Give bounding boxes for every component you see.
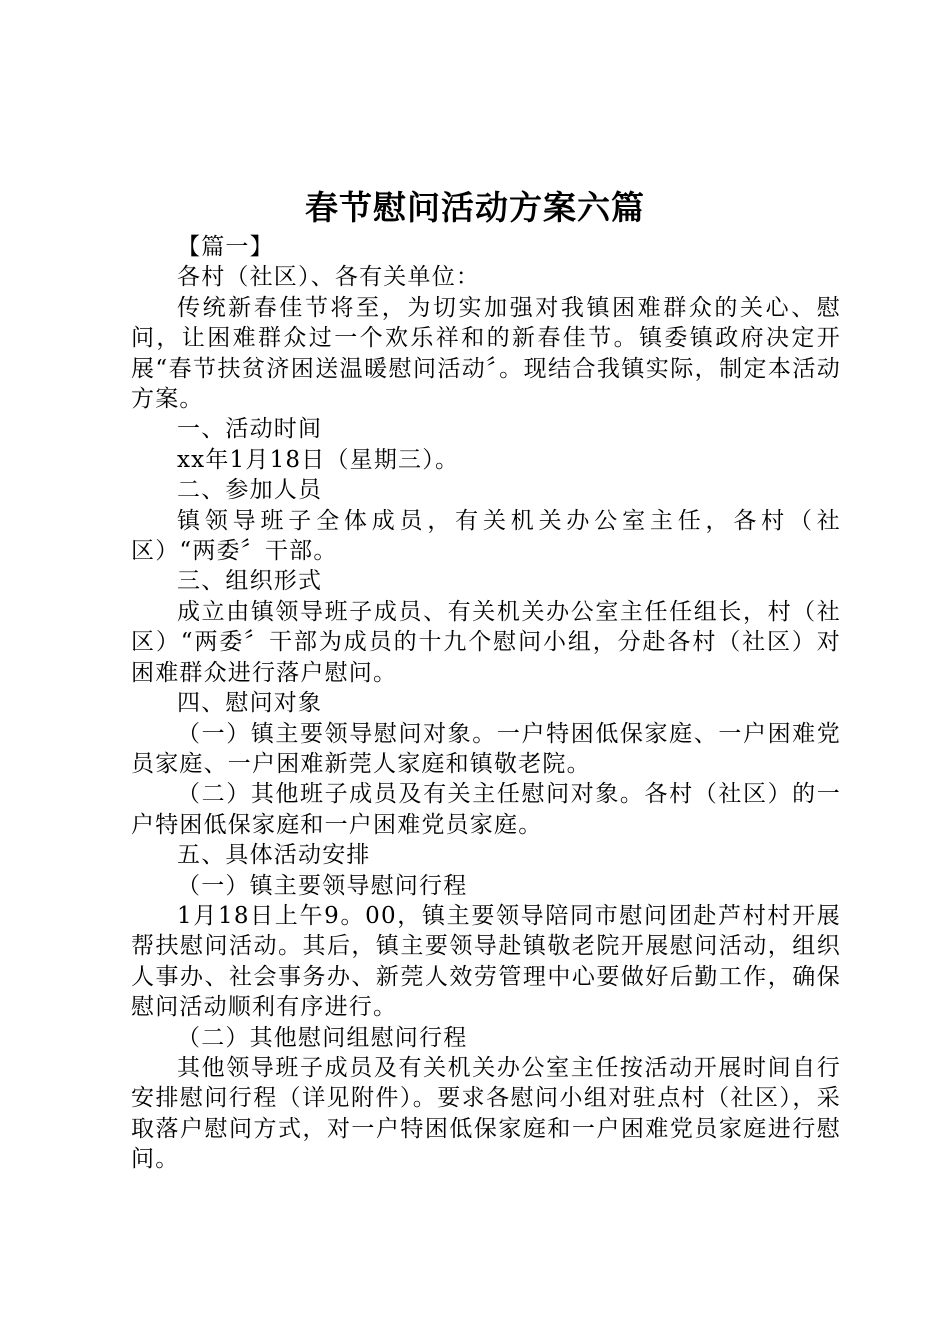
subheading-other-groups-itinerary: （二）其他慰问组慰问行程 [177, 1024, 468, 1051]
activity-time-text: xx年1月18日（星期三）。 [177, 446, 460, 473]
section-heading-part-one: 【篇一】 [177, 234, 274, 260]
heading-targets: 四、慰问对象 [177, 690, 323, 717]
organization-text: 成立由镇领导班子成员、有关机关办公室主任任组长，村（社区）“两委〞干部为成员的十九个慰问小组，分赴各村（社区）对困难群众进行落户慰问。 [131, 598, 841, 686]
targets-item-1: （一）镇主要领导慰问对象。一户特困低保家庭、一户困难党员家庭、一户困难新莞人家庭和镇敬老院。 [131, 720, 841, 777]
heading-arrangements: 五、具体活动安排 [177, 842, 371, 869]
subheading-main-leader-itinerary: （一）镇主要领导慰问行程 [177, 872, 468, 899]
heading-activity-time: 一、活动时间 [177, 416, 323, 443]
intro-paragraph: 传统新春佳节将至，为切实加强对我镇困难群众的关心、慰问，让困难群众过一个欢乐祥和的新春佳节。镇委镇政府决定开展“春节扶贫济困送温暖慰问活动〞。现结合我镇实际，制定本活动方案。 [131, 294, 841, 413]
document-title: 春节慰问活动方案六篇 [305, 188, 645, 227]
participants-text: 镇领导班子全体成员，有关机关办公室主任，各村（社区）“两委〞干部。 [131, 507, 841, 565]
document-body [131, 232, 841, 1175]
other-groups-itinerary-text: 其他领导班子成员及有关机关办公室主任按活动开展时间自行安排慰问行程（详见附件）。要求各慰问小组对驻点村（社区），采取落户慰问方式，对一户特困低保家庭和一户困难党员家庭进行慰问。 [131, 1054, 841, 1173]
heading-participants: 二、参加人员 [177, 477, 323, 504]
salutation: 各村（社区）、各有关单位： [177, 264, 481, 291]
heading-organization: 三、组织形式 [177, 568, 323, 595]
main-leader-itinerary-text: 1月18日上午9。00，镇主要领导陪同市慰问团赴芦村村开展帮扶慰问活动。其后，镇主要领导赴镇敬老院开展慰问活动，组织人事办、社会事务办、新莞人效劳管理中心要做好后勤工作，确保慰问活动顺利有序进行。 [131, 902, 841, 1021]
targets-item-2: （二）其他班子成员及有关主任慰问对象。各村（社区）的一户特困低保家庭和一户困难党员家庭。 [131, 781, 841, 838]
